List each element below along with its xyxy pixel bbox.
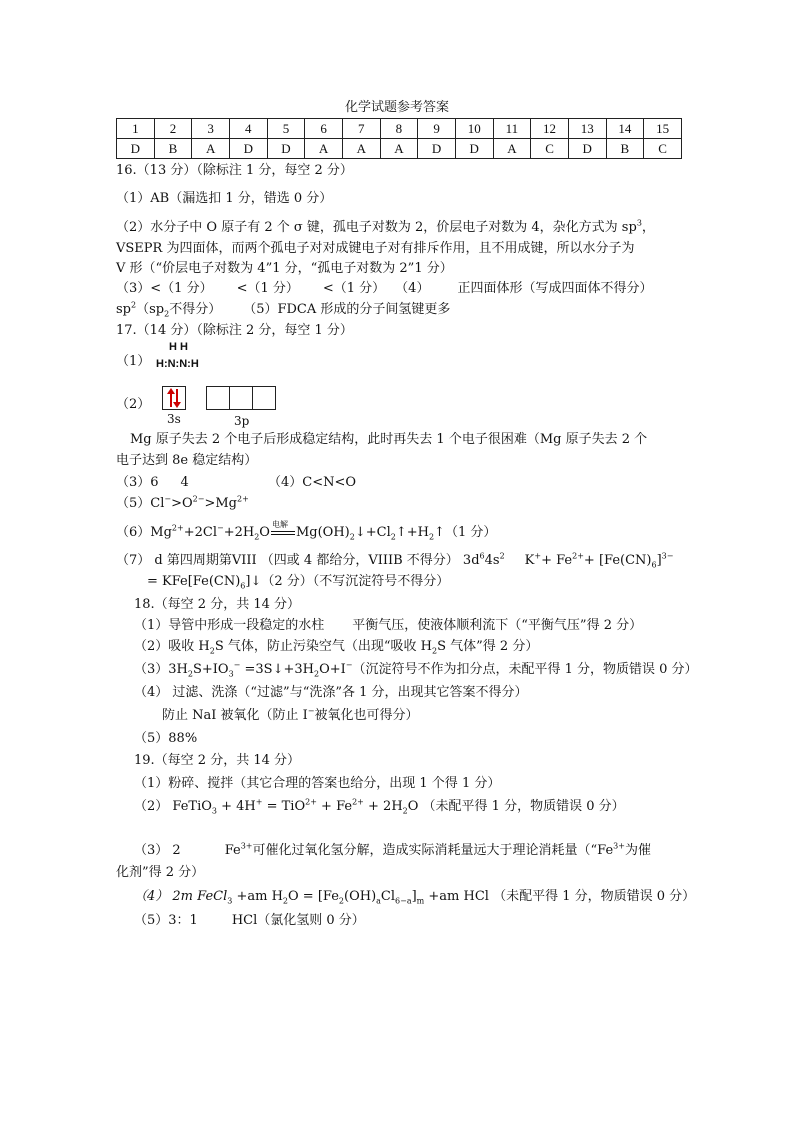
question-number-cell: 8 [380,119,418,139]
q17-part2-text-line1: Mg 原子失去 2 个电子后形成稳定结构，此时再失去 1 个电子很困难（Mg 原子失去 2 个 [130,432,648,447]
question-number-cell: 14 [606,119,644,139]
q16-part2-line1: （2）水分子中 O 原子有 2 个 σ 键，孤电子对数为 2，价层电子对数为 4，杂化方式为 $sp^3$， [116,218,655,235]
q16-heading: 16.（13 分）（除标注 1 分，每空 2 分） [116,163,353,178]
electrolysis-condition: 电解 [271,520,288,529]
orbital-3p-label: 3p [234,414,250,428]
answer-cell: B [154,139,192,159]
lewis-structure-top: H H [169,341,188,353]
q17-part1-label: （1） [116,354,151,369]
question-number-cell: 6 [305,119,343,139]
orbital-3s-box [162,386,186,410]
lewis-structure-hydrazine: H:N:N:H [156,358,199,370]
answer-table [116,118,682,159]
q16-part4-5: $sp^2(sp_2$不得分） （5）FDCA 形成的分子间氢键更多 [116,300,451,319]
answer-cell: A [192,139,230,159]
question-number-cell: 5 [267,119,305,139]
orbital-3s-label: 3s [167,412,181,426]
question-number-cell: 3 [192,119,230,139]
orbital-3p-box [229,386,253,410]
question-number-cell: 11 [493,119,531,139]
q17-part2-text-line2: 电子达到 8e 稳定结构） [116,453,258,468]
q18-heading: 18.（每空 2 分，共 14 分） [134,597,301,612]
answer-cell: D [267,139,305,159]
q18-part4: （4） 过滤、洗涤（“过滤”与“洗涤”各 1 分，出现其它答案不得分） [134,685,528,700]
q18-part3: $(3)3H_2S+IO_3^-$ $=3S↓+3H_2O+I^-$（沉淀符号不作为扣分点，未配平得 1 分，物质错误 0 分） [134,660,698,679]
q19-part3-line2: 化剂”得 2 分） [116,865,205,880]
orbital-3p-box [206,386,230,410]
answer-cell: D [568,139,606,159]
q17-heading: 17.（14 分）（除标注 2 分，每空 1 分） [116,323,353,338]
answer-cell: A [342,139,380,159]
answer-table-answer-row [117,139,682,159]
question-number-cell: 4 [229,119,267,139]
answer-cell: A [305,139,343,159]
q19-part5: （5）3：1 HCl（氯化氢则 0 分） [134,913,365,928]
q18-part5: （5）88% [134,731,198,746]
answer-cell: A [493,139,531,159]
q19-part4: （4） 2m FeCl$_3$ +am $H_2O = [Fe_2(OH)_aCl_{6-a}]_m +am$ HCl （未配平得 1 分，物质错误 0 分） [134,889,696,906]
answer-cell: C [644,139,682,159]
orbital-diagram [162,386,276,410]
question-number-cell: 10 [455,119,493,139]
orbital-3p-box [252,386,276,410]
answer-cell: D [418,139,456,159]
question-number-cell: 12 [531,119,569,139]
q19-part1: （1）粉碎、搅拌（其它合理的答案也给分，出现 1 个得 1 分） [134,776,501,791]
question-number-cell: 13 [568,119,606,139]
question-number-cell: 2 [154,119,192,139]
answer-cell: B [606,139,644,159]
answer-cell: A [380,139,418,159]
q17-part6: $(6)Mg^{2+}+2Cl^-+2H_2O$ 电解 $Mg(OH)_2↓+Cl_2↑+H_2↑(1$ 分） [116,524,496,542]
q19-part3-line1: （3） 2 $Fe^{3+}$可催化过氧化氢分解，造成实际消耗量远大于理论消耗量（“$Fe^{3+}$为催 [134,841,651,858]
answer-table-number-row [117,119,682,139]
question-number-cell: 15 [644,119,682,139]
q17-part3: （3）6 4 [116,475,189,490]
q17-part7-line1: （7） d 第四周期第VIII （四或 4 都给分，VIIIB 不得分） $3d^64s^2$ $K^++ Fe^{2+}+ [Fe(CN)_6]^{3-}$ [116,551,674,570]
q18-part1: （1）导管中形成一段稳定的水柱 平衡气压，使液体顺利流下（“平衡气压”得 2 分） [134,618,643,633]
question-number-cell: 9 [418,119,456,139]
answer-cell: D [455,139,493,159]
answer-cell: D [117,139,155,159]
question-number-cell: 7 [342,119,380,139]
q17-part5: $(5)Cl^->O^{2-}>Mg^{2+}$ [116,494,249,511]
q17-part4: （4）C<N<O [268,475,357,490]
q16-part2-line3: V 形（“价层电子对数为 4”1 分，“孤电子对数为 2”1 分） [116,261,453,276]
page-title: 化学试题参考答案 [344,100,449,115]
answer-cell: C [531,139,569,159]
q17-part7-line2: = $KFe[Fe(CN)_6]↓(2$ 分）（不写沉淀符号不得分） [147,574,450,591]
q16-part2-line2: VSEPR 为四面体，而两个孤电子对对成键电子对有排斥作用，且不用成键，所以水分子为 [116,241,635,256]
q17-part2-label: （2） [116,397,151,412]
paired-electron-arrows-icon [163,387,185,409]
q16-part3-4: （3）<（1 分） <（1 分） <（1 分） （4） 正四面体形（写成四面体不得分） [116,281,653,296]
answer-cell: D [229,139,267,159]
q16-part1: （1）AB（漏选扣 1 分，错选 0 分） [116,191,333,206]
question-number-cell: 1 [117,119,155,139]
q18-part2: （2）吸收 $H_2S$ 气体，防止污染空气（出现“吸收 $H_2S$ 气体”得 2 分） [134,639,539,656]
q19-part2: （2） FeTiO$_3$ + $4H^+ = TiO^{2+} + Fe^{2+} + 2H_2O$ （未配平得 1 分，物质错误 0 分） [134,797,625,816]
q19-heading: 19.（每空 2 分，共 14 分） [134,753,301,768]
q18-part4-line2: 防止 NaI 被氧化（防止 I−被氧化也可得分） [162,706,419,723]
